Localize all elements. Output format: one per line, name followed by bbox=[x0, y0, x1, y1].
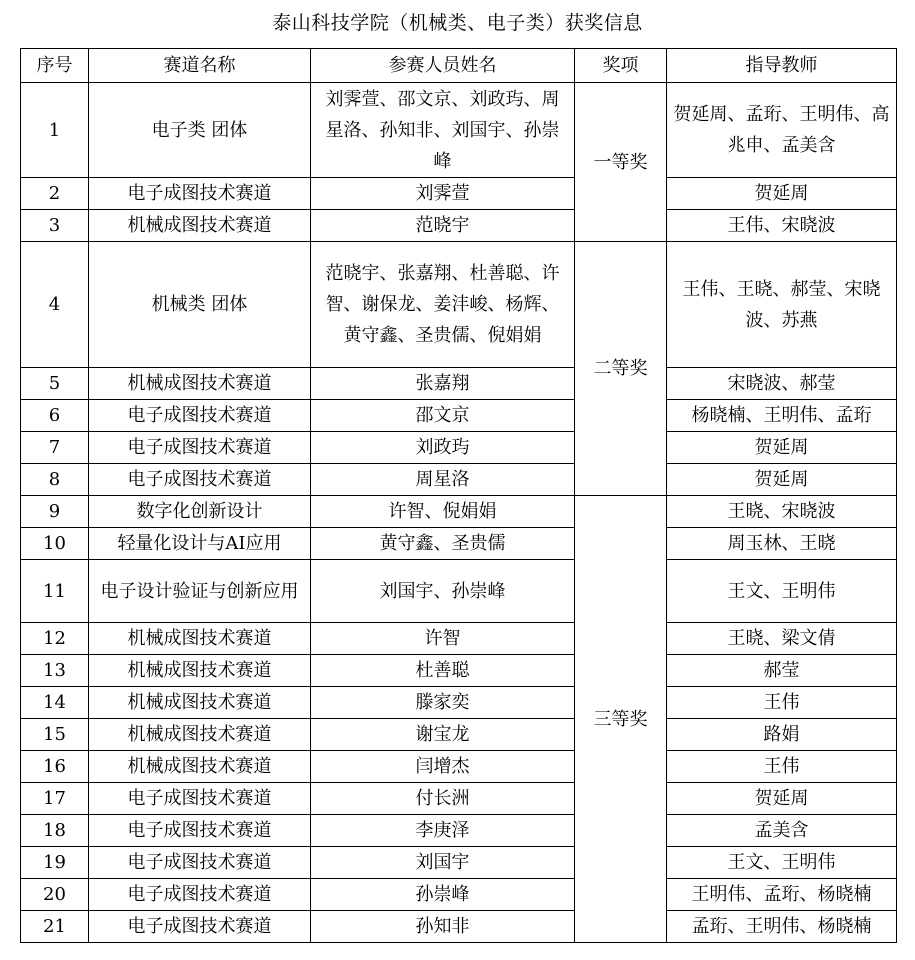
cell-number: 19 bbox=[21, 847, 89, 879]
cell-number: 9 bbox=[21, 496, 89, 528]
cell-members: 许智、倪娟娟 bbox=[311, 496, 575, 528]
cell-track: 电子类 团体 bbox=[89, 83, 311, 178]
cell-track: 电子成图技术赛道 bbox=[89, 879, 311, 911]
cell-members: 李庚泽 bbox=[311, 815, 575, 847]
cell-track: 机械成图技术赛道 bbox=[89, 655, 311, 687]
cell-members: 范晓宇 bbox=[311, 210, 575, 242]
cell-track: 电子成图技术赛道 bbox=[89, 432, 311, 464]
cell-track: 机械成图技术赛道 bbox=[89, 719, 311, 751]
table-row bbox=[21, 815, 897, 847]
table-row bbox=[21, 911, 897, 943]
cell-teachers: 贺延周 bbox=[667, 432, 897, 464]
cell-track: 电子设计验证与创新应用 bbox=[89, 560, 311, 623]
cell-number: 20 bbox=[21, 879, 89, 911]
cell-number: 10 bbox=[21, 528, 89, 560]
cell-members: 周星洛 bbox=[311, 464, 575, 496]
cell-number: 13 bbox=[21, 655, 89, 687]
table-row bbox=[21, 242, 897, 368]
table-row bbox=[21, 719, 897, 751]
cell-members: 闫增杰 bbox=[311, 751, 575, 783]
cell-track: 机械成图技术赛道 bbox=[89, 751, 311, 783]
awards-table bbox=[20, 48, 897, 943]
cell-teachers: 王文、王明伟 bbox=[667, 847, 897, 879]
cell-number: 2 bbox=[21, 178, 89, 210]
cell-number: 16 bbox=[21, 751, 89, 783]
header-award: 奖项 bbox=[575, 49, 667, 83]
cell-number: 12 bbox=[21, 623, 89, 655]
cell-track: 机械成图技术赛道 bbox=[89, 368, 311, 400]
cell-number: 14 bbox=[21, 687, 89, 719]
table-row bbox=[21, 879, 897, 911]
cell-track: 机械成图技术赛道 bbox=[89, 210, 311, 242]
cell-number: 18 bbox=[21, 815, 89, 847]
table-row bbox=[21, 655, 897, 687]
cell-track: 电子成图技术赛道 bbox=[89, 400, 311, 432]
cell-members: 邵文京 bbox=[311, 400, 575, 432]
table-row bbox=[21, 687, 897, 719]
cell-number: 21 bbox=[21, 911, 89, 943]
cell-members: 许智 bbox=[311, 623, 575, 655]
cell-teachers: 孟美含 bbox=[667, 815, 897, 847]
cell-track: 机械成图技术赛道 bbox=[89, 687, 311, 719]
cell-teachers: 孟珩、王明伟、杨晓楠 bbox=[667, 911, 897, 943]
cell-members: 刘国宇、孙崇峰 bbox=[311, 560, 575, 623]
cell-track: 电子成图技术赛道 bbox=[89, 911, 311, 943]
cell-number: 1 bbox=[21, 83, 89, 178]
table-row bbox=[21, 496, 897, 528]
cell-number: 6 bbox=[21, 400, 89, 432]
cell-track: 电子成图技术赛道 bbox=[89, 464, 311, 496]
cell-track: 电子成图技术赛道 bbox=[89, 847, 311, 879]
cell-number: 15 bbox=[21, 719, 89, 751]
cell-track: 轻量化设计与AI应用 bbox=[89, 528, 311, 560]
table-row bbox=[21, 847, 897, 879]
cell-teachers: 郝莹 bbox=[667, 655, 897, 687]
cell-teachers: 贺延周 bbox=[667, 464, 897, 496]
table-row bbox=[21, 368, 897, 400]
cell-teachers: 王伟 bbox=[667, 687, 897, 719]
cell-number: 7 bbox=[21, 432, 89, 464]
table-row bbox=[21, 783, 897, 815]
header-teachers: 指导教师 bbox=[667, 49, 897, 83]
cell-members: 滕家奕 bbox=[311, 687, 575, 719]
cell-members: 刘国宇 bbox=[311, 847, 575, 879]
table-header-row bbox=[21, 49, 897, 83]
cell-members: 张嘉翔 bbox=[311, 368, 575, 400]
table-row bbox=[21, 432, 897, 464]
cell-teachers: 周玉林、王晓 bbox=[667, 528, 897, 560]
table-row bbox=[21, 210, 897, 242]
cell-track: 机械成图技术赛道 bbox=[89, 623, 311, 655]
cell-teachers: 宋晓波、郝莹 bbox=[667, 368, 897, 400]
table-row bbox=[21, 400, 897, 432]
cell-members: 范晓宇、张嘉翔、杜善聪、许智、谢保龙、姜沣峻、杨辉、黄守鑫、圣贵儒、倪娟娟 bbox=[311, 242, 575, 368]
header-track: 赛道名称 bbox=[89, 49, 311, 83]
cell-teachers: 王文、王明伟 bbox=[667, 560, 897, 623]
cell-award-third: 三等奖 bbox=[575, 496, 667, 943]
cell-number: 4 bbox=[21, 242, 89, 368]
cell-teachers: 杨晓楠、王明伟、孟珩 bbox=[667, 400, 897, 432]
cell-award-second: 二等奖 bbox=[575, 242, 667, 496]
table-row bbox=[21, 464, 897, 496]
cell-members: 刘政玙 bbox=[311, 432, 575, 464]
cell-members: 刘霁萱 bbox=[311, 178, 575, 210]
cell-number: 11 bbox=[21, 560, 89, 623]
cell-award-first: 一等奖 bbox=[575, 83, 667, 242]
table-row bbox=[21, 623, 897, 655]
header-members: 参赛人员姓名 bbox=[311, 49, 575, 83]
table-row bbox=[21, 178, 897, 210]
cell-teachers: 王伟、宋晓波 bbox=[667, 210, 897, 242]
cell-teachers: 王伟、王晓、郝莹、宋晓波、苏燕 bbox=[667, 242, 897, 368]
cell-teachers: 王伟 bbox=[667, 751, 897, 783]
table-row bbox=[21, 560, 897, 623]
cell-number: 17 bbox=[21, 783, 89, 815]
cell-track: 电子成图技术赛道 bbox=[89, 178, 311, 210]
cell-members: 谢宝龙 bbox=[311, 719, 575, 751]
table-row bbox=[21, 751, 897, 783]
cell-members: 黄守鑫、圣贵儒 bbox=[311, 528, 575, 560]
cell-members: 杜善聪 bbox=[311, 655, 575, 687]
cell-teachers: 贺延周、孟珩、王明伟、高兆申、孟美含 bbox=[667, 83, 897, 178]
cell-teachers: 路娟 bbox=[667, 719, 897, 751]
cell-track: 电子成图技术赛道 bbox=[89, 783, 311, 815]
table-row bbox=[21, 83, 897, 178]
cell-members: 付长洲 bbox=[311, 783, 575, 815]
cell-number: 8 bbox=[21, 464, 89, 496]
cell-teachers: 王晓、梁文倩 bbox=[667, 623, 897, 655]
cell-track: 机械类 团体 bbox=[89, 242, 311, 368]
cell-members: 刘霁萱、邵文京、刘政玙、周星洛、孙知非、刘国宇、孙崇峰 bbox=[311, 83, 575, 178]
cell-teachers: 王晓、宋晓波 bbox=[667, 496, 897, 528]
table-row bbox=[21, 528, 897, 560]
cell-track: 电子成图技术赛道 bbox=[89, 815, 311, 847]
cell-number: 5 bbox=[21, 368, 89, 400]
cell-track: 数字化创新设计 bbox=[89, 496, 311, 528]
cell-teachers: 贺延周 bbox=[667, 178, 897, 210]
cell-members: 孙崇峰 bbox=[311, 879, 575, 911]
header-number: 序号 bbox=[21, 49, 89, 83]
cell-number: 3 bbox=[21, 210, 89, 242]
cell-members: 孙知非 bbox=[311, 911, 575, 943]
document-title: 泰山科技学院（机械类、电子类）获奖信息 bbox=[272, 12, 643, 34]
cell-teachers: 贺延周 bbox=[667, 783, 897, 815]
cell-teachers: 王明伟、孟珩、杨晓楠 bbox=[667, 879, 897, 911]
